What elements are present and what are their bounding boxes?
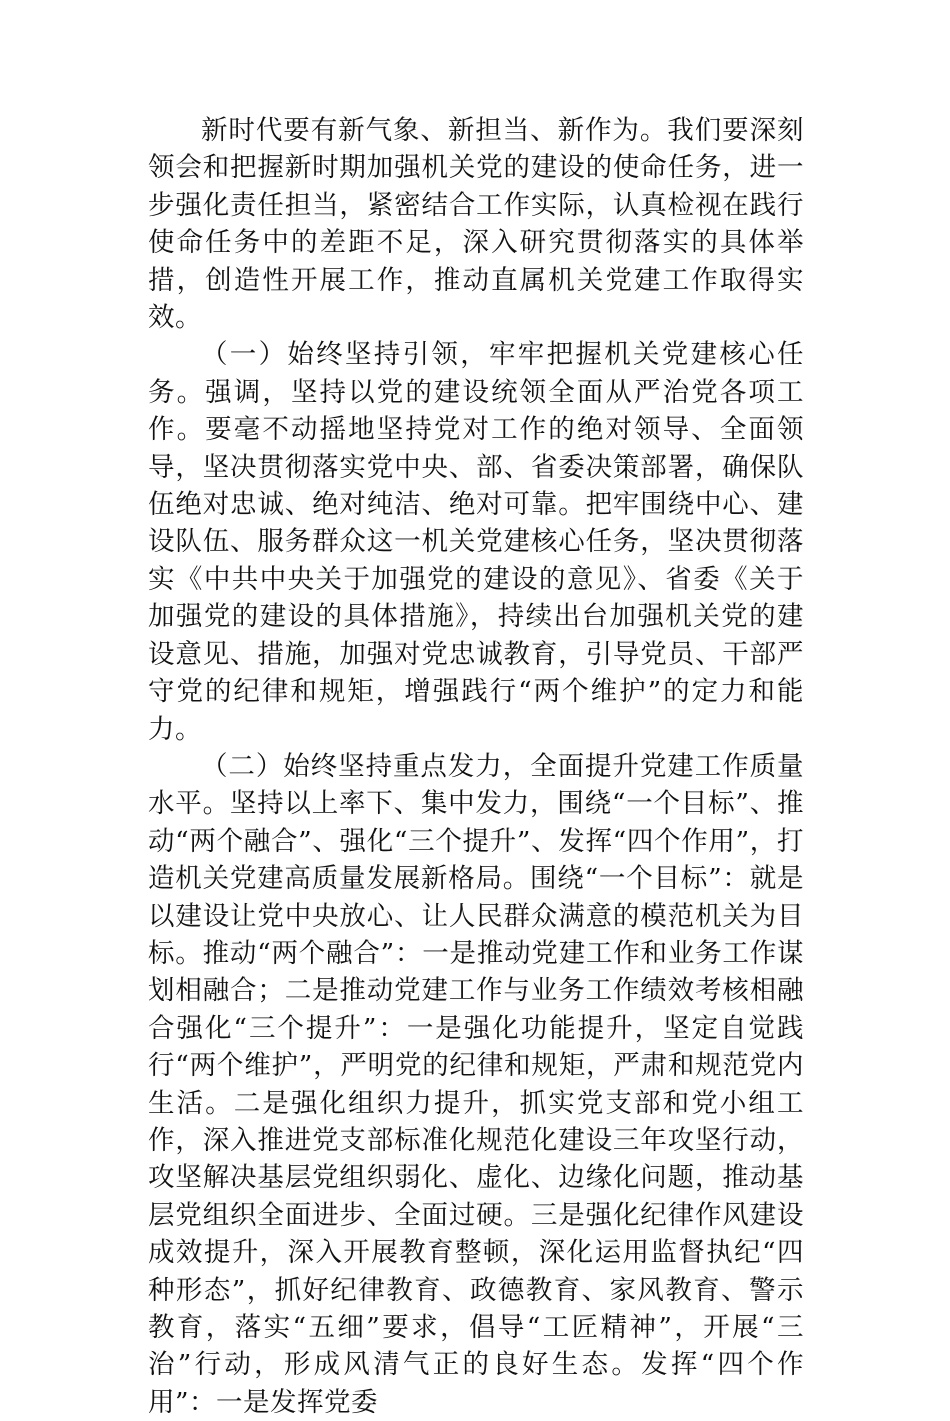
paragraph-intro: 新时代要有新气象、新担当、新作为。我们要深刻领会和把握新时期加强机关党的建设的使命任务，进一步强化责任担当，紧密结合工作实际，认真检视在践行使命任务中的差距不足，深入研究贯彻落实的具体举措，创造性开展工作，推动直属机关党建工作取得实效。 — [148, 115, 804, 334]
document-page — [148, 112, 804, 1421]
paragraph-section-1: （一）始终坚持引领，牢牢把握机关党建核心任务。强调，坚持以党的建设统领全面从严治党各项工作。要毫不动摇地坚持党对工作的绝对领导、全面领导，坚决贯彻落实党中央、部、省委决策部署，确保队伍绝对忠诚、绝对纯洁、绝对可靠。把牢围绕中心、建设队伍、服务群众这一机关党建核心任务，坚决贯彻落实《中共中央关于加强党的建设的意见》、省委《关于加强党的建设的具体措施》，持续出台加强机关党的建设意见、措施，加强对党忠诚教育，引导党员、干部严守党的纪律和规矩，增强践行“两个维护”的定力和能力。 — [148, 339, 804, 745]
paragraph-section-2: （二）始终坚持重点发力，全面提升党建工作质量水平。坚持以上率下、集中发力，围绕“一个目标”、推动“两个融合”、强化“三个提升”、发挥“四个作用”，打造机关党建高质量发展新格局。围绕“一个目标”：就是以建设让党中央放心、让人民群众满意的模范机关为目标。推动“两个融合”：一是推动党建工作和业务工作谋划相融合；二是推动党建工作与业务工作绩效考核相融合强化“三个提升”：一是强化功能提升，坚定自觉践行“两个维护”，严明党的纪律和规矩，严肃和规范党内生活。二是强化组织力提升，抓实党支部和党小组工作，深入推进党支部标准化规范化建设三年攻坚行动，攻坚解决基层党组织弱化、虚化、边缘化问题，推动基层党组织全面进步、全面过硬。三是强化纪律作风建设成效提升，深入开展教育整顿，深化运用监督执纪“四种形态”，抓好纪律教育、政德教育、家风教育、警示教育，落实“五细”要求，倡导“工匠精神”，开展“三治”行动，形成风清气正的良好生态。发挥“四个作用”：一是发挥党委 — [148, 750, 804, 1418]
